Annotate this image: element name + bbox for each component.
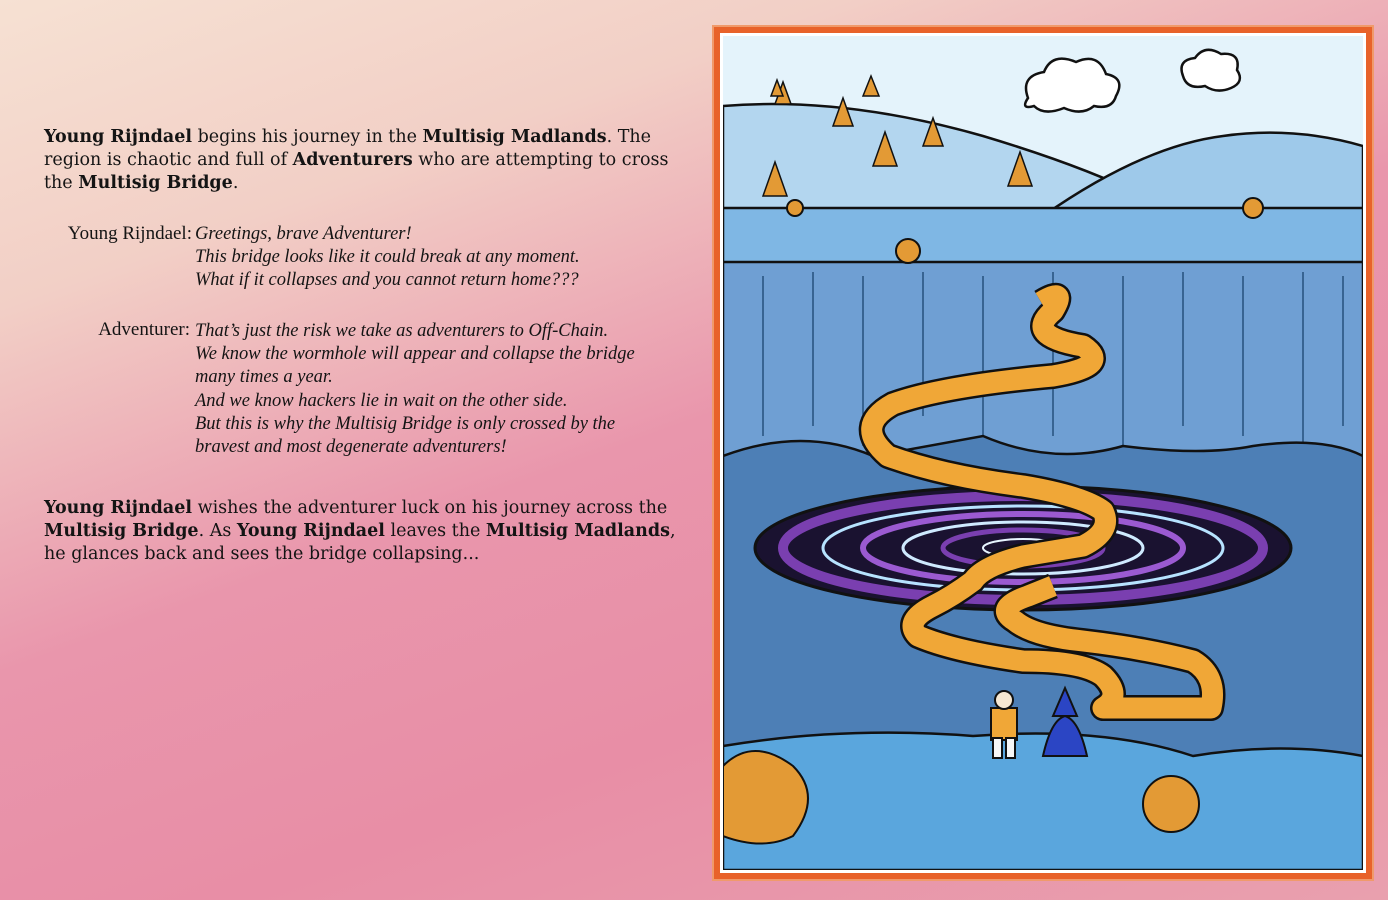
dialogue-line: many times a year. [195,367,333,388]
intro-adventurers: Adventurers [292,150,413,170]
illustration-frame [714,27,1372,879]
intro-place: Multisig Madlands [422,127,607,147]
dialogue-line: We know the wormhole will appear and collapse the bridge [195,344,635,365]
intro-text-3: who are attempting to cross the [44,150,669,193]
dialogue-line: But this is why the Multisig Bridge is only crossed by the [195,413,616,434]
bridge-illustration [723,36,1363,870]
dialogue-rijndael [44,222,704,302]
outro-block [44,497,684,566]
outro-place: Multisig Madlands [485,521,670,541]
dialogue-lines [195,223,580,293]
speaker-label: Adventurer: [98,319,190,340]
outro-bridge: Multisig Bridge [44,521,199,541]
dialogue-line: Greetings, brave Adventurer! [195,224,412,244]
outro-name-2: Young Rijndael [236,521,385,541]
plateau [723,208,1363,268]
dialogue-lines [195,320,635,459]
speaker-label: Young Rijndael: [67,223,192,244]
dialogue-line: That’s just the risk we take as adventurers to Off-Chain. [195,321,609,341]
outro-paragraph [44,497,684,566]
outro-name: Young Rijndael [44,498,193,518]
dialogue-line: This bridge looks like it could break at any moment. [195,247,580,268]
dialogue-adventurer [44,318,704,468]
outro-text-1: wishes the adventurer luck on his journey across the [192,498,668,518]
dialogue-line: And we know hackers lie in wait on the other side. [195,390,568,411]
intro-text-4: . [232,173,239,193]
intro-name: Young Rijndael [44,127,193,147]
intro-text-1: begins his journey in the [192,127,423,147]
dialogue-line: bravest and most degenerate adventurers! [195,437,507,458]
intro-text-2: . The region is chaotic and full of [44,127,652,170]
outro-text-4: , he glances back and sees the bridge collapsing... [44,521,676,564]
dialogue-line: What if it collapses and you cannot return home??? [195,270,579,291]
story-text [44,126,684,195]
intro-paragraph [44,126,684,195]
outro-text-3: leaves the [384,521,486,541]
intro-bridge: Multisig Bridge [78,173,233,193]
outro-text-2: . As [198,521,237,541]
